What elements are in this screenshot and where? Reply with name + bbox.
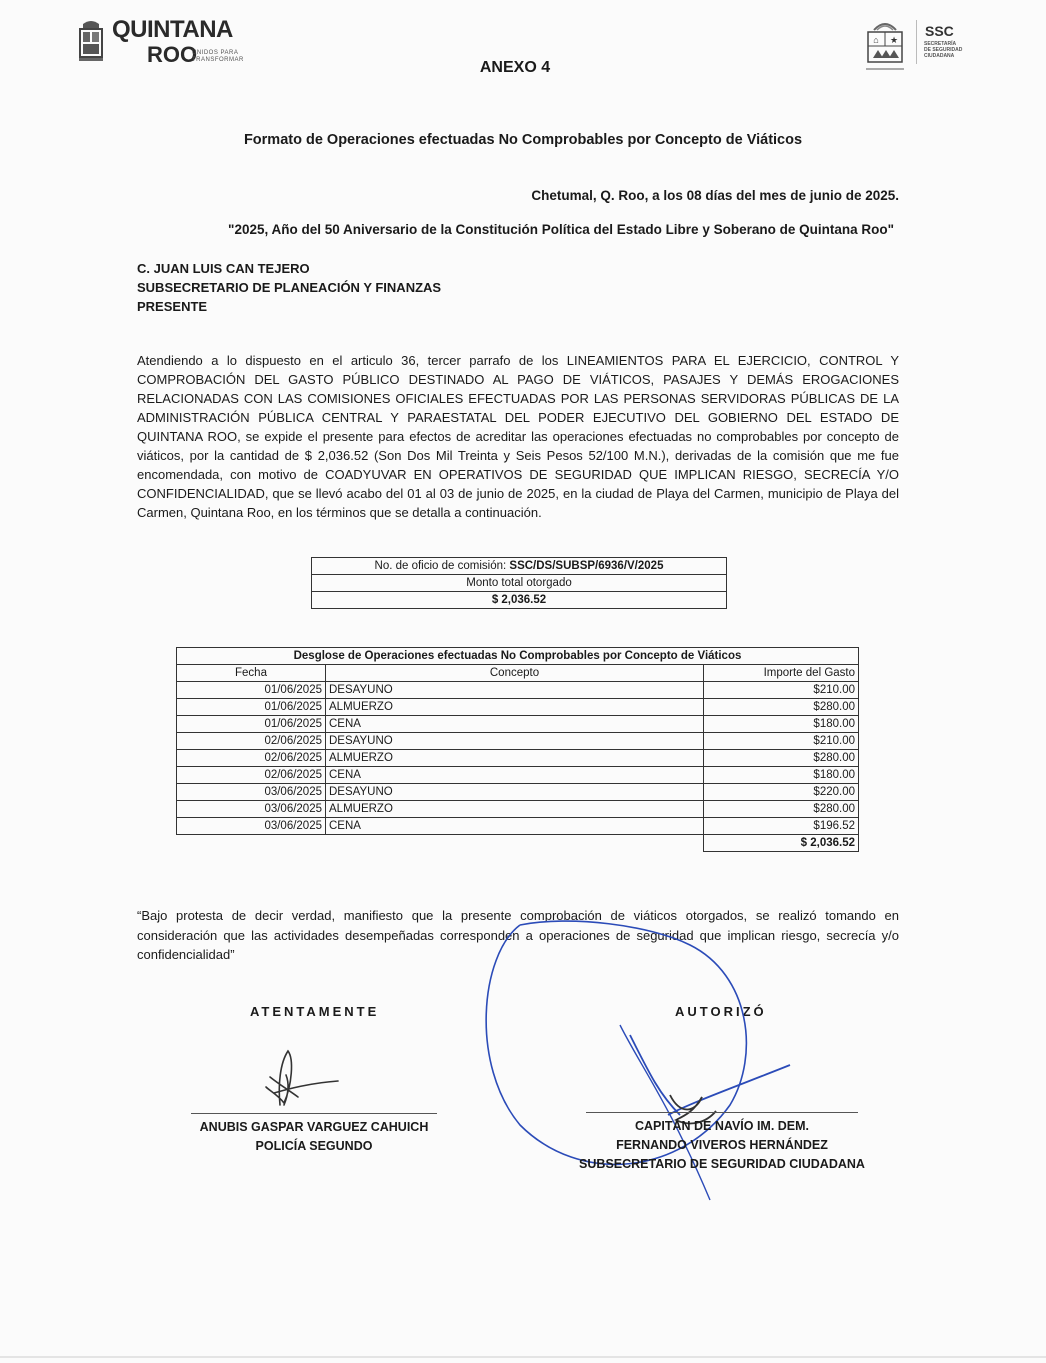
row-fecha: 01/06/2025 <box>177 716 326 733</box>
ssc-line-2: DE SEGURIDAD <box>924 47 963 53</box>
logo-tagline-1: UNIDOS PARA <box>192 50 239 56</box>
table-row <box>177 784 859 801</box>
signature-line-left <box>191 1113 437 1114</box>
row-concepto: ALMUERZO <box>326 801 704 818</box>
annex-label: ANEXO 4 <box>479 59 551 76</box>
summary-table <box>311 557 727 609</box>
detail-total: $ 2,036.52 <box>704 835 859 852</box>
row-concepto: ALMUERZO <box>326 699 704 716</box>
row-fecha: 01/06/2025 <box>177 699 326 716</box>
table-row <box>177 750 859 767</box>
row-fecha: 03/06/2025 <box>177 801 326 818</box>
svg-text:★: ★ <box>889 35 899 45</box>
detail-header-row <box>177 665 859 682</box>
logo-divider <box>916 20 917 64</box>
row-importe: $280.00 <box>704 699 859 716</box>
oficio-label: No. de oficio de comisión: <box>374 560 507 572</box>
addressee-name: C. JUAN LUIS CAN TEJERO <box>137 261 310 276</box>
annex-heading <box>0 59 1046 77</box>
detail-table-title: Desglose de Operaciones efectuadas No Comprobables por Concepto de Viáticos <box>177 648 859 665</box>
row-fecha: 01/06/2025 <box>177 682 326 699</box>
table-row <box>177 818 859 835</box>
page-bottom-edge <box>0 1356 1046 1358</box>
row-concepto: DESAYUNO <box>326 682 704 699</box>
signature-right-heading: AUTORIZÓ <box>675 1004 767 1019</box>
signer-right-position: SUBSECRETARIO DE SEGURIDAD CIUDADANA <box>579 1157 865 1171</box>
logo-tagline-2: TRANSFORMAR <box>192 57 244 63</box>
signer-left-name: ANUBIS GASPAR VARGUEZ CAHUICH <box>199 1120 429 1134</box>
year-motto: "2025, Año del 50 Aniversario de la Constitución Política del Estado Libre y Soberano de Quintana Roo" <box>228 222 894 237</box>
addressee-presente: PRESENTE <box>137 299 208 314</box>
row-importe: $180.00 <box>704 767 859 784</box>
svg-text:⌂: ⌂ <box>873 35 879 45</box>
signature-line-right <box>586 1112 858 1113</box>
row-concepto: CENA <box>326 767 704 784</box>
signer-left-position: POLICÍA SEGUNDO <box>255 1139 373 1153</box>
signer-right-name: FERNANDO VIVEROS HERNÁNDEZ <box>616 1138 828 1152</box>
total-blank-2 <box>326 835 704 852</box>
detail-rows <box>177 682 859 835</box>
row-importe: $210.00 <box>704 682 859 699</box>
addressee-position: SUBSECRETARIO DE PLANEACIÓN Y FINANZAS <box>137 280 442 295</box>
summary-row-oficio <box>312 558 727 575</box>
monto-label: Monto total otorgado <box>312 575 727 592</box>
detail-table <box>176 647 859 852</box>
row-fecha: 02/06/2025 <box>177 750 326 767</box>
body-paragraph: Atendiendo a lo dispuesto en el articulo 36, tercer parrafo de los LINEAMIENTOS PARA EL EJERCICIO, CONTROL Y COMPROBACIÓN DEL GASTO PÚBLICO DESTINADO AL PAGO DE VIÁTICOS, PASAJES Y DEMÁS EROGACIONES RELACIONADAS CON LAS COMISIONES OFICIALES EFECTUADAS POR LAS PERSONAS SERVIDORAS PÚBLICAS DE LA ADMINISTRACIÓN PÚBLICA CENTRAL Y PARAESTATAL DEL PODER EJECUTIVO DEL GOBIERNO DEL ESTADO DE QUINTANA ROO, se expide el presente para efectos de acreditar las operaciones efectuadas no comprobables por concepto de viáticos, por la cantidad de $ 2,036.52 (Son Dos Mil Treinta y Seis Pesos 52/100 M.N.), derivadas de la comisión que me fue encomendada, con motivo de COADYUVAR EN OPERATIVOS DE SEGURIDAD QUE IMPLICAN RIESGO, SECRECÍA Y/O CONFIDENCIALIDAD, que se llevó acabo del 01 al 03 de junio de 2025, en la ciudad de Playa del Carmen, municipio de Playa del Carmen, Quintana Roo, en los términos que se detalla a continuación. <box>137 353 899 520</box>
header-importe: Importe del Gasto <box>704 665 859 682</box>
handwritten-signature-left <box>240 1045 350 1115</box>
protest-statement: “Bajo protesta de decir verdad, manifiesto que la presente comprobación de viáticos otorgados, se realizó tomando en consideración que las actividades desempeñadas corresponden a operaciones de seguridad que implican riesgo, secrecía y/o confidencialidad” <box>137 908 899 962</box>
addressee-block <box>137 259 441 316</box>
summary-row-monto-label <box>312 575 727 592</box>
table-row <box>177 716 859 733</box>
signature-left-block <box>191 1118 437 1156</box>
ssc-logo-subtitle <box>924 41 962 59</box>
header-concepto: Concepto <box>326 665 704 682</box>
detail-title-row <box>177 648 859 665</box>
table-row <box>177 767 859 784</box>
row-importe: $180.00 <box>704 716 859 733</box>
row-importe: $210.00 <box>704 733 859 750</box>
ssc-line-1: SECRETARÍA <box>924 41 957 47</box>
summary-oficio-cell <box>312 558 727 575</box>
signature-right-block <box>572 1117 872 1174</box>
table-row <box>177 682 859 699</box>
row-importe: $280.00 <box>704 750 859 767</box>
monto-value: $ 2,036.52 <box>312 592 727 609</box>
logo-word-quintana: QUINTANA <box>112 16 233 43</box>
logo-word-roo: ROO <box>147 42 198 67</box>
total-blank-1 <box>177 835 326 852</box>
row-fecha: 03/06/2025 <box>177 818 326 835</box>
row-fecha: 02/06/2025 <box>177 733 326 750</box>
row-importe: $280.00 <box>704 801 859 818</box>
table-row <box>177 699 859 716</box>
row-importe: $220.00 <box>704 784 859 801</box>
header-fecha: Fecha <box>177 665 326 682</box>
row-concepto: CENA <box>326 716 704 733</box>
date-line: Chetumal, Q. Roo, a los 08 días del mes de junio de 2025. <box>531 188 899 203</box>
detail-total-row <box>177 835 859 852</box>
table-row <box>177 801 859 818</box>
row-fecha: 02/06/2025 <box>177 767 326 784</box>
row-concepto: ALMUERZO <box>326 750 704 767</box>
table-row <box>177 733 859 750</box>
ssc-line-3: CIUDADANA <box>924 53 955 59</box>
row-concepto: CENA <box>326 818 704 835</box>
signature-left-heading: ATENTAMENTE <box>250 1004 380 1019</box>
row-concepto: DESAYUNO <box>326 733 704 750</box>
row-importe: $196.52 <box>704 818 859 835</box>
summary-row-monto-value <box>312 592 727 609</box>
row-concepto: DESAYUNO <box>326 784 704 801</box>
row-fecha: 03/06/2025 <box>177 784 326 801</box>
document-title: Formato de Operaciones efectuadas No Comprobables por Concepto de Viáticos <box>243 132 803 148</box>
signer-right-rank: CAPITÁN DE NAVÍO IM. DEM. <box>634 1119 810 1133</box>
ssc-logo-title: SSC <box>925 23 954 39</box>
oficio-value: SSC/DS/SUBSP/6936/V/2025 <box>509 560 664 572</box>
